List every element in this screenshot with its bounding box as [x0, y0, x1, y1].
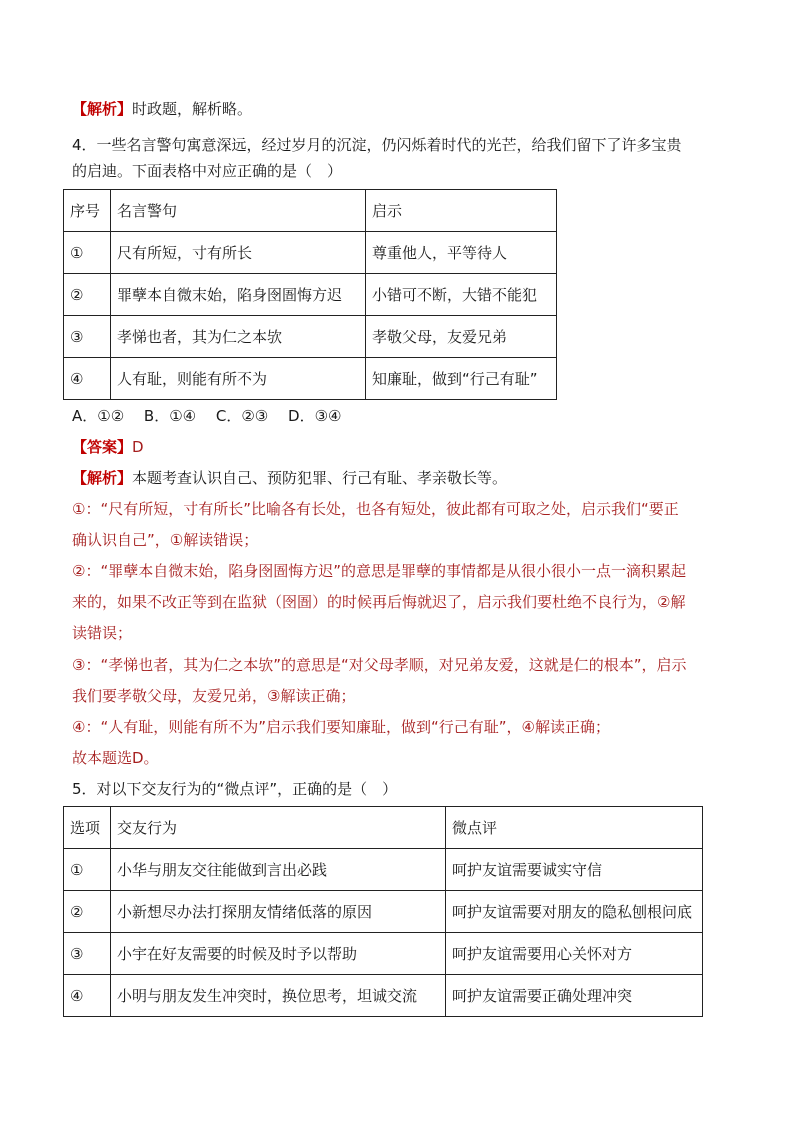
- explanation-line: ②：“罪孽本自微末始，陷身囹圄悔方迟”的意思是罪孽的事情都是从很小很小一点一滴积累起: [72, 562, 686, 580]
- table-header-cell: 序号: [64, 190, 111, 232]
- question-5-stem: 5．对以下交友行为的“微点评”，正确的是（ ）: [72, 780, 398, 798]
- previous-analysis-line: [72, 99, 252, 119]
- table-row: [64, 358, 557, 400]
- table-header-row: [64, 807, 703, 849]
- conclusion-line: 故本题选D。: [72, 749, 159, 767]
- table-cell: ④: [64, 358, 111, 400]
- table-cell: 孝敬父母，友爱兄弟: [366, 316, 557, 358]
- explanation-line: ③：“孝悌也者，其为仁之本欤”的意思是“对父母孝顺，对兄弟友爱，这就是仁的根本”，启示: [72, 656, 687, 674]
- explanation-line: 读错误；: [72, 624, 133, 642]
- answer-line: [72, 437, 144, 457]
- explanation-line: 我们要孝敬父母，友爱兄弟，③解读正确；: [72, 687, 356, 705]
- analysis-line: [72, 468, 507, 488]
- table-cell: 孝悌也者，其为仁之本欤: [111, 316, 366, 358]
- table-cell: ②: [64, 891, 111, 933]
- question-4-options: A．①② B．①④ C．②③ D．③④: [72, 407, 342, 425]
- explanation-line: ④：“人有耻，则能有所不为”启示我们要知廉耻，做到“行己有耻”，④解读正确；: [72, 718, 610, 736]
- table-row: [64, 975, 703, 1017]
- table-header-cell: 名言警句: [111, 190, 366, 232]
- table-row: [64, 891, 703, 933]
- table-cell: 尺有所短，寸有所长: [111, 232, 366, 274]
- analysis-bracket: 【解析】: [72, 100, 133, 118]
- table-cell: 人有耻，则能有所不为: [111, 358, 366, 400]
- table-cell: ①: [64, 849, 111, 891]
- table-row: [64, 933, 703, 975]
- analysis-text: 本题考查认识自己、预防犯罪、行己有耻、孝亲敬长等。: [132, 469, 508, 487]
- table-cell: 小明与朋友发生冲突时，换位思考，坦诚交流: [111, 975, 446, 1017]
- table-header-row: [64, 190, 557, 232]
- table-cell: 呵护友谊需要正确处理冲突: [446, 975, 703, 1017]
- analysis-bracket: 【解析】: [72, 469, 133, 487]
- table-cell: ②: [64, 274, 111, 316]
- table-cell: 小新想尽办法打探朋友情绪低落的原因: [111, 891, 446, 933]
- table-cell: 小错可不断，大错不能犯: [366, 274, 557, 316]
- table-header-cell: 启示: [366, 190, 557, 232]
- answer-value: D: [132, 438, 144, 456]
- table-cell: ④: [64, 975, 111, 1017]
- quotes-table: [63, 189, 557, 400]
- question-4-stem-line1: 4．一些名言警句寓意深远，经过岁月的沉淀，仍闪烁着时代的光芒，给我们留下了许多宝贵: [72, 136, 682, 154]
- table-header-cell: 微点评: [446, 807, 703, 849]
- table-cell: 知廉耻，做到“行己有耻”: [366, 358, 557, 400]
- table-cell: 呵护友谊需要诚实守信: [446, 849, 703, 891]
- table-cell: ③: [64, 316, 111, 358]
- table-row: [64, 232, 557, 274]
- answer-bracket: 【答案】: [72, 438, 133, 456]
- analysis-text: 时政题，解析略。: [132, 100, 253, 118]
- friendship-table: [63, 806, 703, 1017]
- table-row: [64, 316, 557, 358]
- question-4-stem-line2: 的启迪。下面表格中对应正确的是（ ）: [72, 162, 343, 180]
- table-cell: 呵护友谊需要对朋友的隐私刨根问底: [446, 891, 703, 933]
- table-header-cell: 选项: [64, 807, 111, 849]
- table-header-cell: 交友行为: [111, 807, 446, 849]
- explanation-line: 来的，如果不改正等到在监狱（囹圄）的时候再后悔就迟了，启示我们要杜绝不良行为，②解: [72, 593, 686, 611]
- table-cell: 罪孽本自微末始，陷身囹圄悔方迟: [111, 274, 366, 316]
- table-cell: 小宇在好友需要的时候及时予以帮助: [111, 933, 446, 975]
- table-cell: ①: [64, 232, 111, 274]
- table-row: [64, 849, 703, 891]
- table-cell: 尊重他人，平等待人: [366, 232, 557, 274]
- table-cell: 呵护友谊需要用心关怀对方: [446, 933, 703, 975]
- table-cell: ③: [64, 933, 111, 975]
- explanation-line: ①：“尺有所短，寸有所长”比喻各有长处，也各有短处，彼此都有可取之处，启示我们“要正: [72, 500, 679, 518]
- explanation-line: 确认识自己”，①解读错误；: [72, 531, 259, 549]
- table-row: [64, 274, 557, 316]
- table-cell: 小华与朋友交往能做到言出必践: [111, 849, 446, 891]
